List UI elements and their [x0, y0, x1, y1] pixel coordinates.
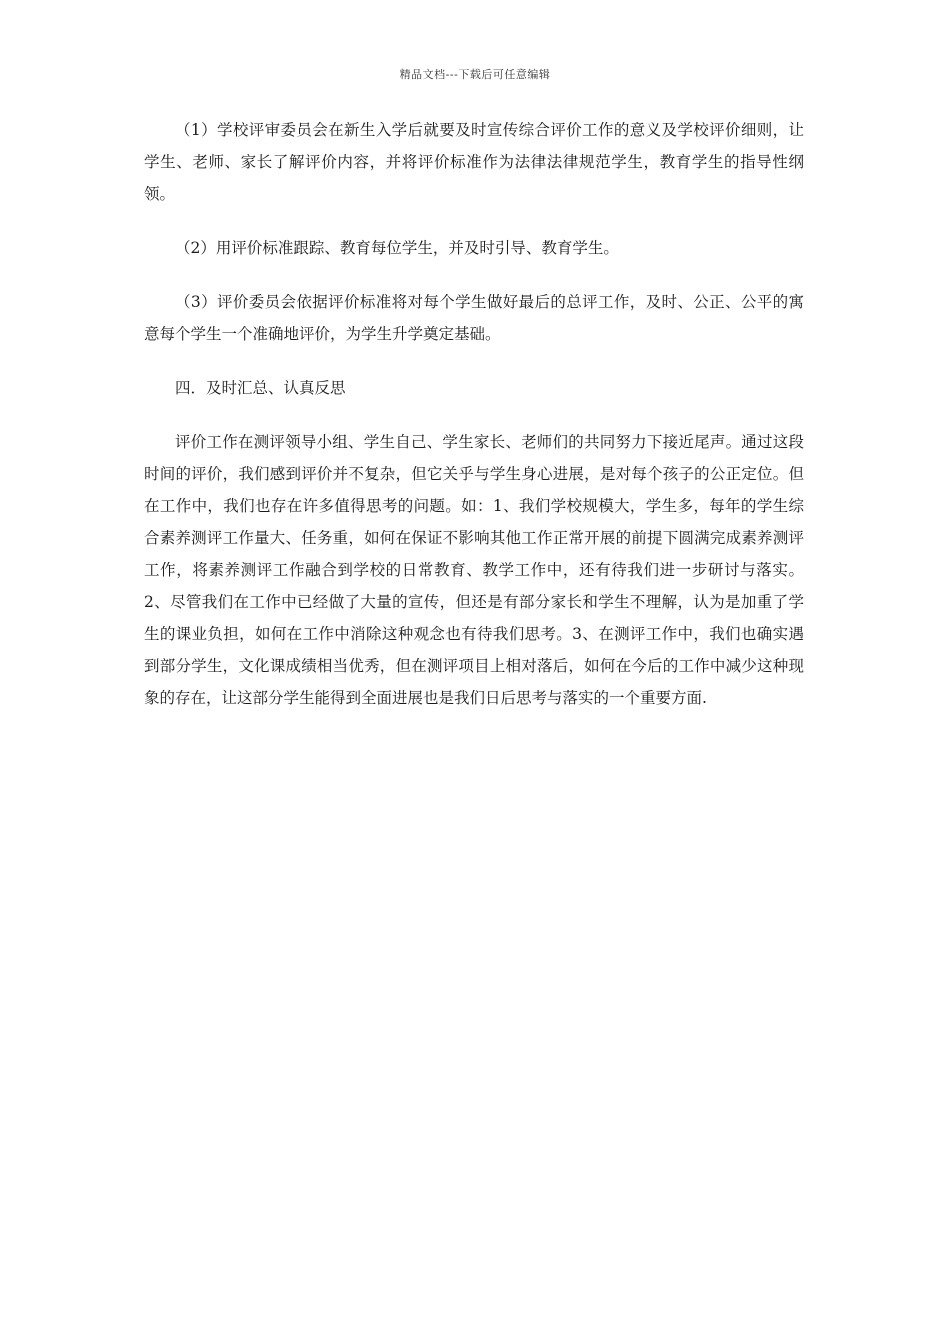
summary-paragraph: 评价工作在测评领导小组、学生自己、学生家长、老师们的共同努力下接近尾声。通过这段时间的评价，我们感到评价并不复杂，但它关乎与学生身心进展，是对每个孩子的公正定位。但在工作中，我们也存在许多值得思考的问题。如：1、我们学校规模大，学生多，每年的学生综合素养测评工作量大、任务重，如何在保证不影响其他工作正常开展的前提下圆满完成素养测评工作，将素养测评工作融合到学校的日常教育、教学工作中，还有待我们进一步研讨与落实。2、尽管我们在工作中已经做了大量的宣传，但还是有部分家长和学生不理解，认为是加重了学生的课业负担，如何在工作中消除这种观念也有待我们思考。3、在测评工作中，我们也确实遇到部分学生，文化课成绩相当优秀，但在测评项目上相对落后，如何在今后的工作中减少这种现象的存在，让这部分学生能得到全面进展也是我们日后思考与落实的一个重要方面. [144, 433, 804, 707]
document-body [144, 114, 804, 714]
paragraph-item-1: （1）学校评审委员会在新生入学后就要及时宣传综合评价工作的意义及学校评价细则，让学生、老师、家长了解评价内容，并将评价标准作为法律法律规范学生，教育学生的指导性纲领。 [144, 121, 804, 203]
page-header: 精品文档---下载后可任意编辑 [399, 68, 551, 81]
section-heading: 四．及时汇总、认真反思 [175, 379, 346, 397]
paragraph-item-2: （2）用评价标准跟踪、教育每位学生，并及时引导、教育学生。 [175, 239, 619, 257]
paragraph-item-3: （3）评价委员会依据评价标准将对每个学生做好最后的总评工作，及时、公正、公平的寓意每个学生一个准确地评价，为学生升学奠定基础。 [144, 293, 804, 343]
